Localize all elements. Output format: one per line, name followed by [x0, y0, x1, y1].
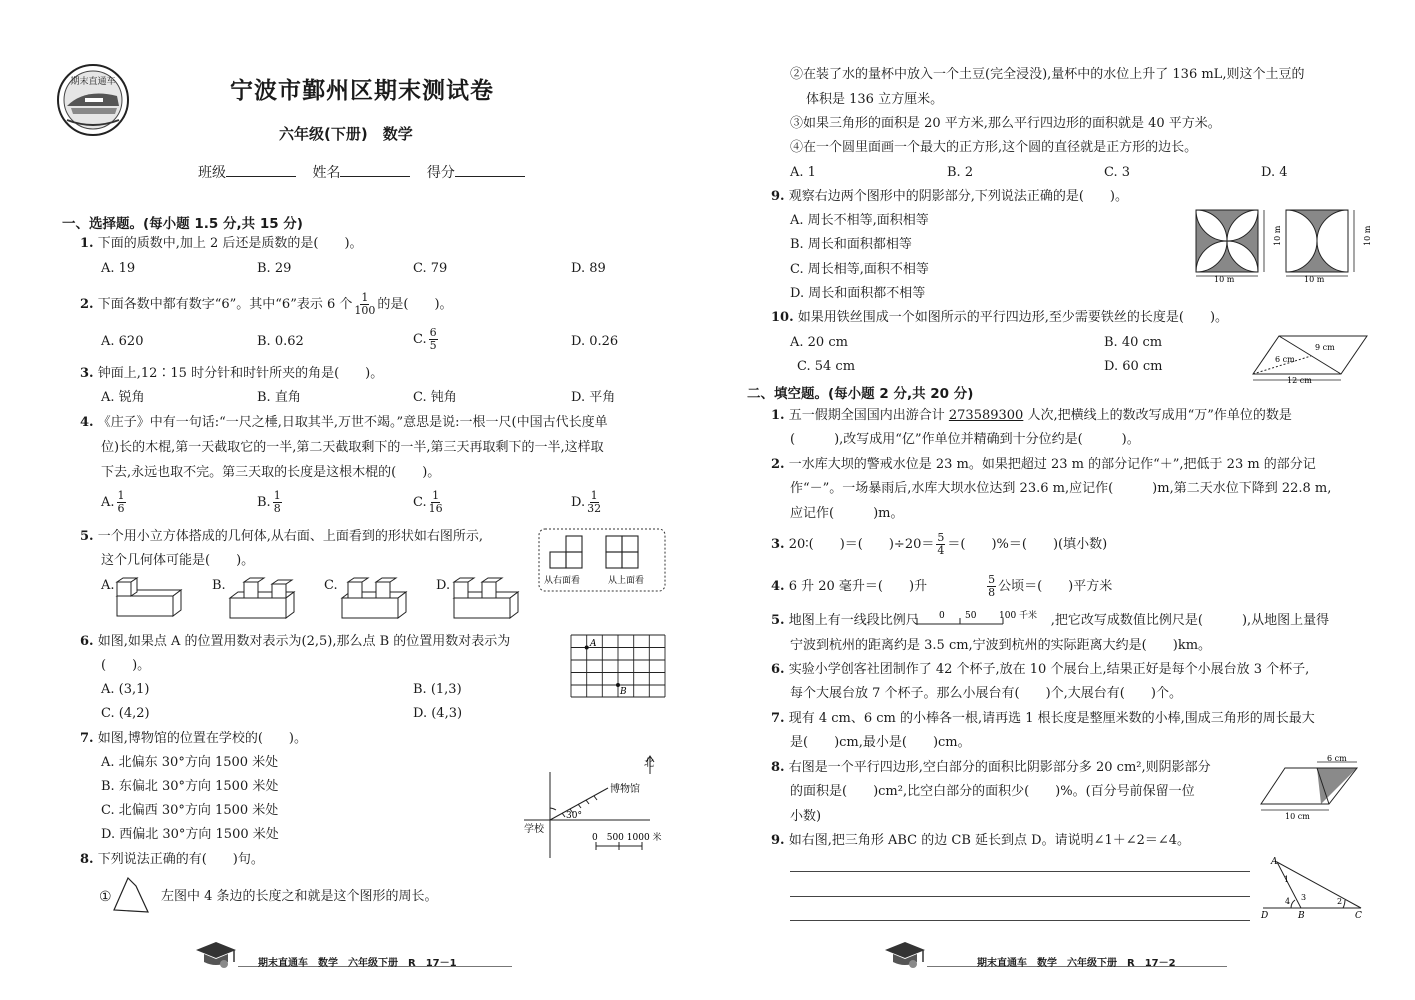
f2-line-3: 应记作( )m。 — [790, 506, 904, 521]
q5-number: 5. — [80, 529, 94, 544]
f8-dim-10: 10 cm — [1285, 812, 1310, 821]
scale-0: 0 — [939, 611, 945, 621]
q9-width-label-2: 10 m — [1304, 275, 1325, 284]
question-3 — [80, 365, 383, 383]
q4b-num: 1 — [273, 489, 281, 502]
f7-line-1: 现有 4 cm、6 cm 的小棒各一根,请再选 1 根长度是整厘米数的小棒,围成三角形的周长最大 — [788, 711, 1315, 726]
q4a-den: 6 — [117, 502, 125, 515]
q4-option-d[interactable] — [571, 490, 603, 515]
q4b-label: B. — [257, 495, 271, 510]
f5-number: 5. — [771, 613, 785, 628]
q4d-label: D. — [571, 495, 586, 510]
q1-option-d[interactable]: D. 89 — [571, 261, 606, 276]
fill-9 — [771, 832, 1190, 850]
view-right-label: 从右面看 — [544, 576, 581, 586]
f3-text-a: 20∶( )＝( )÷20＝ — [788, 537, 935, 552]
q5-option-a[interactable]: A. — [101, 578, 115, 593]
q4c-fraction — [429, 490, 443, 515]
q2-option-d[interactable]: D. 0.26 — [571, 334, 619, 349]
f3-text-b: ＝( )%＝( )(填小数) — [947, 537, 1108, 552]
logo-text: 期末直通车 — [70, 77, 116, 87]
q10-dim-12: 12 cm — [1287, 376, 1312, 385]
q4-line-2: 位)长的木棍,第一天截取它的一半,第二天截取剩下的一半,第三天再取剩下的一半,这样取 — [101, 440, 604, 455]
f1-number-value: 273589300 — [948, 408, 1024, 423]
q9-option-d[interactable]: D. 周长和面积都不相等 — [790, 286, 926, 301]
q9-shaded-figures — [1194, 206, 1372, 284]
q9-text: 观察右边两个图形中的阴影部分,下列说法正确的是( )。 — [788, 189, 1128, 204]
answer-line-2[interactable] — [790, 896, 1250, 897]
q4c-label: C. — [413, 495, 427, 510]
f2-line-1: 一水库大坝的警戒水位是 23 m。如果把超过 23 m 的部分记作“＋”,把低于 23 m 的部分记 — [788, 457, 1316, 472]
f2-number: 2. — [771, 457, 785, 472]
q2-fraction — [354, 292, 375, 317]
q3-option-b[interactable]: B. 直角 — [257, 390, 301, 405]
q8-text: 下列说法正确的有( )句。 — [97, 852, 264, 867]
q5-line-1: 一个用小立方体搭成的几何体,从右面、上面看到的形状如右图所示, — [97, 529, 483, 544]
name-field[interactable] — [340, 163, 410, 177]
f1-line-2: ( ),改写成用“亿”作单位并精确到十分位约是( )。 — [790, 432, 1140, 447]
q3-option-c[interactable]: C. 钝角 — [413, 390, 457, 405]
fill-5 — [771, 612, 1329, 630]
class-field[interactable] — [226, 163, 296, 177]
view-top-label: 从上面看 — [608, 576, 645, 586]
q9-height-label-1: 10 m — [1273, 225, 1282, 246]
f8-dim-6: 6 cm — [1327, 754, 1347, 763]
f9-number: 9. — [771, 833, 785, 848]
question-4 — [80, 414, 608, 432]
question-10 — [771, 309, 1228, 327]
f4-number: 4. — [771, 579, 785, 594]
f2-line-2: 作“－”。一场暴雨后,水库大坝水位达到 23.6 m,应记作( )m,第二天水位下降到 22.8 m, — [790, 481, 1332, 496]
q10-text: 如果用铁丝围成一个如图所示的平行四边形,至少需要铁丝的长度是( )。 — [797, 310, 1229, 325]
f4-den: 8 — [988, 586, 996, 599]
q2-option-c-fraction — [429, 327, 438, 352]
f5-scale-bar — [913, 606, 1047, 630]
q9-number: 9. — [771, 189, 785, 204]
q8-item-4: ④在一个圆里面画一个最大的正方形,这个圆的直径就是正方形的边长。 — [790, 140, 1198, 155]
fill-4 — [771, 574, 1112, 599]
q2-frac-den: 100 — [354, 304, 376, 317]
f6-line-2: 每个大展台放 7 个杯子。那么小展台有( )个,大展台有( )个。 — [790, 686, 1182, 701]
q2-option-a[interactable]: A. 620 — [101, 334, 144, 349]
tri-angle-2: 2 — [1337, 897, 1343, 906]
q7-option-a[interactable]: A. 北偏东 30°方向 1500 米处 — [101, 755, 279, 770]
f5-text-a: 地图上有一线段比例尺 — [788, 613, 919, 628]
q9-option-c[interactable]: C. 周长相等,面积不相等 — [790, 262, 929, 277]
q4c-num: 1 — [432, 489, 440, 502]
q2c-num: 6 — [429, 326, 437, 339]
q3-number: 3. — [80, 366, 94, 381]
q7-map-figure — [522, 752, 672, 860]
q1-option-b[interactable]: B. 29 — [257, 261, 292, 276]
f7-number: 7. — [771, 711, 785, 726]
f3-num: 5 — [937, 531, 945, 544]
q3-text: 钟面上,12∶15 时分针和时针所夹的角是( )。 — [97, 366, 384, 381]
q10-dim-9: 9 cm — [1315, 343, 1335, 352]
q4d-den: 32 — [587, 502, 602, 515]
q10-parallelogram-figure — [1249, 330, 1373, 384]
q10-option-c[interactable]: C. 54 cm — [797, 359, 856, 374]
map-scale-label: 0 500 1000 米 — [592, 833, 662, 843]
q6-option-a[interactable]: A. (3,1) — [101, 682, 150, 697]
q6-grid-figure — [570, 634, 666, 698]
f1-text-a: 五一假期全国国内出游合计 — [788, 408, 945, 423]
q1-text: 下面的质数中,加上 2 后还是质数的是( )。 — [97, 236, 363, 251]
f7-line-2: 是( )cm,最小是( )cm。 — [790, 735, 971, 750]
q1-number: 1. — [80, 236, 94, 251]
tri-label-c: C — [1355, 911, 1362, 921]
exam-title: 宁波市鄞州区期末测试卷 — [230, 77, 494, 104]
q4b-fraction — [273, 490, 282, 515]
q8-number: 8. — [80, 852, 94, 867]
q7-option-d[interactable]: D. 西偏北 30°方向 1500 米处 — [101, 827, 279, 842]
map-museum-label: 博物馆 — [610, 784, 640, 795]
q1-option-a[interactable]: A. 19 — [101, 261, 136, 276]
f4-fraction — [987, 574, 996, 599]
q4d-fraction — [587, 490, 601, 515]
f1-number: 1. — [771, 408, 785, 423]
tri-label-a: A — [1271, 857, 1278, 867]
q5-option-d[interactable]: D. — [436, 578, 451, 593]
q6-option-b[interactable]: B. (1,3) — [413, 682, 462, 697]
q8-item-3: ③如果三角形的面积是 20 平方米,那么平行四边形的面积就是 40 平方米。 — [790, 116, 1221, 131]
question-6 — [80, 633, 510, 651]
q4a-label: A. — [101, 495, 115, 510]
f9-triangle-figure — [1257, 852, 1365, 922]
q4-number: 4. — [80, 415, 94, 430]
f6-line-1: 实验小学创客社团制作了 42 个杯子,放在 10 个展台上,结果正好是每个小展台放 3 个杯子, — [788, 662, 1310, 677]
q5-views-figure — [538, 528, 666, 592]
q10-option-d[interactable]: D. 60 cm — [1104, 359, 1163, 374]
q7-text: 如图,博物馆的位置在学校的( )。 — [97, 731, 307, 746]
q6-line-2: ( )。 — [101, 658, 151, 673]
q6-option-c[interactable]: C. (4,2) — [101, 706, 150, 721]
f5-text-b: ,把它改写成数值比例尺是( ),从地图上量得 — [1050, 613, 1330, 628]
f3-fraction — [936, 532, 945, 557]
q4d-num: 1 — [590, 489, 598, 502]
q2-option-c-label: C. — [413, 332, 427, 347]
q7-option-b[interactable]: B. 东偏北 30°方向 1500 米处 — [101, 779, 279, 794]
q5-line-2: 这个几何体可能是( )。 — [101, 553, 255, 568]
q8-item-2-line-1: ②在装了水的量杯中放入一个土豆(完全浸没),量杯中的水位上升了 136 mL,则这个土豆的 — [790, 67, 1305, 82]
q5-option-c[interactable]: C. — [324, 578, 338, 593]
f6-number: 6. — [771, 662, 785, 677]
f9-text: 如右图,把三角形 ABC 的边 CB 延长到点 D。请说明∠1＋∠2＝∠4。 — [788, 833, 1191, 848]
f3-number: 3. — [771, 537, 785, 552]
tri-label-b: B — [1298, 911, 1305, 921]
q3-option-d[interactable]: D. 平角 — [571, 390, 616, 405]
f5-line-2: 宁波到杭州的距离约是 3.5 cm,宁波到杭州的实际距离大约是( )km。 — [790, 638, 1212, 653]
q4-option-b[interactable] — [257, 490, 284, 515]
question-8 — [80, 851, 264, 869]
point-b-label: B — [620, 687, 627, 697]
f8-number: 8. — [771, 760, 785, 775]
q9-height-label-2: 10 m — [1363, 225, 1372, 246]
q4a-fraction — [117, 490, 126, 515]
q9-option-a[interactable]: A. 周长不相等,面积相等 — [790, 213, 929, 228]
scale-100: 100 千米 — [999, 611, 1038, 621]
q5-cubes-c-icon — [338, 576, 408, 620]
tri-angle-3: 3 — [1301, 893, 1307, 902]
q6-number: 6. — [80, 634, 94, 649]
q2-text-b: 的是( )。 — [377, 297, 453, 312]
q4c-den: 16 — [428, 502, 443, 515]
answer-line-3[interactable] — [790, 920, 1250, 921]
q2-option-b[interactable]: B. 0.62 — [257, 334, 304, 349]
q4-line-1: 《庄子》中有一句话:“一尺之棰,日取其半,万世不竭。”意思是说:一根一尺(中国古代长度单 — [97, 415, 608, 430]
q7-option-c[interactable]: C. 北偏西 30°方向 1500 米处 — [101, 803, 279, 818]
fill-1 — [771, 407, 1292, 425]
fill-8 — [771, 759, 1211, 777]
q8-item-2-line-2: 体积是 136 立方厘米。 — [806, 92, 944, 107]
section-choice-heading: 一、选择题。(每小题 1.5 分,共 15 分) — [62, 216, 303, 232]
q2-frac-num: 1 — [361, 291, 369, 304]
q9-option-b[interactable]: B. 周长和面积都相等 — [790, 237, 912, 252]
q2-number: 2. — [80, 297, 94, 312]
scale-50: 50 — [965, 611, 977, 621]
fill-7 — [771, 710, 1315, 728]
q8-option-d[interactable]: D. 4 — [1261, 165, 1288, 180]
q6-option-d[interactable]: D. (4,3) — [413, 706, 463, 721]
q10-dim-6: 6 cm — [1275, 355, 1295, 364]
f4-text-b: 公顷＝( )平方米 — [998, 579, 1113, 594]
left-page — [0, 0, 707, 1000]
q4a-num: 1 — [117, 489, 125, 502]
question-5 — [80, 528, 483, 546]
exam-subtitle: 六年级(下册) 数学 — [279, 125, 413, 143]
graduation-cap-icon — [194, 938, 240, 970]
q10-option-b[interactable]: B. 40 cm — [1104, 335, 1163, 350]
q8-item1-mark: ① — [99, 889, 112, 905]
answer-line-1[interactable] — [790, 871, 1250, 872]
q6-line-1: 如图,如果点 A 的位置用数对表示为(2,5),那么点 B 的位置用数对表示为 — [97, 634, 511, 649]
f8-line-3: 小数) — [790, 809, 822, 824]
q9-width-label-1: 10 m — [1214, 275, 1235, 284]
q8-item1-text: 左图中 4 条边的长度之和就是这个图形的周长。 — [161, 889, 438, 904]
f4-num: 5 — [988, 573, 996, 586]
name-label: 姓名 — [312, 165, 341, 181]
tri-angle-1: 1 — [1284, 875, 1290, 884]
question-1 — [80, 235, 363, 253]
section-fill-heading: 二、填空题。(每小题 2 分,共 20 分) — [747, 386, 974, 402]
fill-3 — [771, 532, 1107, 557]
q7-number: 7. — [80, 731, 94, 746]
question-9 — [771, 188, 1128, 206]
q8-option-b[interactable]: B. 2 — [947, 165, 974, 180]
f8-line-1: 右图是一个平行四边形,空白部分的面积比阴影部分多 20 cm²,则阴影部分 — [788, 760, 1211, 775]
q10-option-a[interactable]: A. 20 cm — [790, 335, 848, 350]
q2-option-c[interactable] — [413, 327, 440, 352]
q3-option-a[interactable]: A. 锐角 — [101, 390, 145, 405]
score-label: 得分 — [426, 165, 455, 181]
q8-option-c[interactable]: C. 3 — [1104, 165, 1131, 180]
question-7 — [80, 730, 307, 748]
map-angle-label: 30° — [566, 811, 582, 821]
q8-option-a[interactable]: A. 1 — [790, 165, 816, 180]
map-school-label: 学校 — [524, 824, 544, 835]
f4-text-a: 6 升 20 毫升＝( )升 — [788, 579, 928, 594]
f3-den: 4 — [937, 544, 945, 557]
q4b-den: 8 — [273, 502, 281, 515]
fill-6 — [771, 661, 1309, 679]
tri-angle-4: 4 — [1285, 897, 1291, 906]
q4-option-a[interactable] — [101, 490, 128, 515]
footer-left: 期末直通车 数学 六年级下册 R 17－1 — [258, 958, 457, 969]
tri-label-d: D — [1261, 911, 1269, 921]
q1-option-c[interactable]: C. 79 — [413, 261, 448, 276]
point-a-label: A — [590, 639, 597, 649]
q10-number: 10. — [771, 310, 794, 325]
q2-text-a: 下面各数中都有数字“6”。其中“6”表示 6 个 — [97, 297, 353, 312]
f8-line-2: 的面积是( )cm²,比空白部分的面积少( )%。(百分号前保留一位 — [790, 784, 1195, 799]
q5-cubes-d-icon — [450, 576, 520, 620]
q2c-den: 5 — [429, 339, 437, 352]
footer-right: 期末直通车 数学 六年级下册 R 17－2 — [977, 958, 1176, 969]
info-fields — [198, 163, 525, 182]
quadrilateral-icon — [112, 876, 152, 916]
right-page — [707, 0, 1415, 1000]
class-label: 班级 — [198, 165, 226, 181]
f1-text-b: 人次,把横线上的数改写成用“万”作单位的数是 — [1027, 408, 1292, 423]
question-2 — [80, 292, 453, 317]
q5-cubes-a-icon — [113, 576, 183, 620]
f8-parallelogram-figure — [1257, 756, 1369, 822]
q4-line-3: 下去,永远也取不完。第三天取的长度是这根木棍的( )。 — [101, 465, 441, 480]
train-logo-icon — [55, 62, 131, 138]
fill-2 — [771, 456, 1316, 474]
graduation-cap-icon-2 — [883, 938, 929, 970]
q5-option-b[interactable]: B. — [212, 578, 226, 593]
q5-cubes-b-icon — [226, 576, 296, 620]
map-north-label: 北 — [644, 758, 654, 769]
q4-option-c[interactable] — [413, 490, 445, 515]
score-field[interactable] — [455, 163, 525, 177]
